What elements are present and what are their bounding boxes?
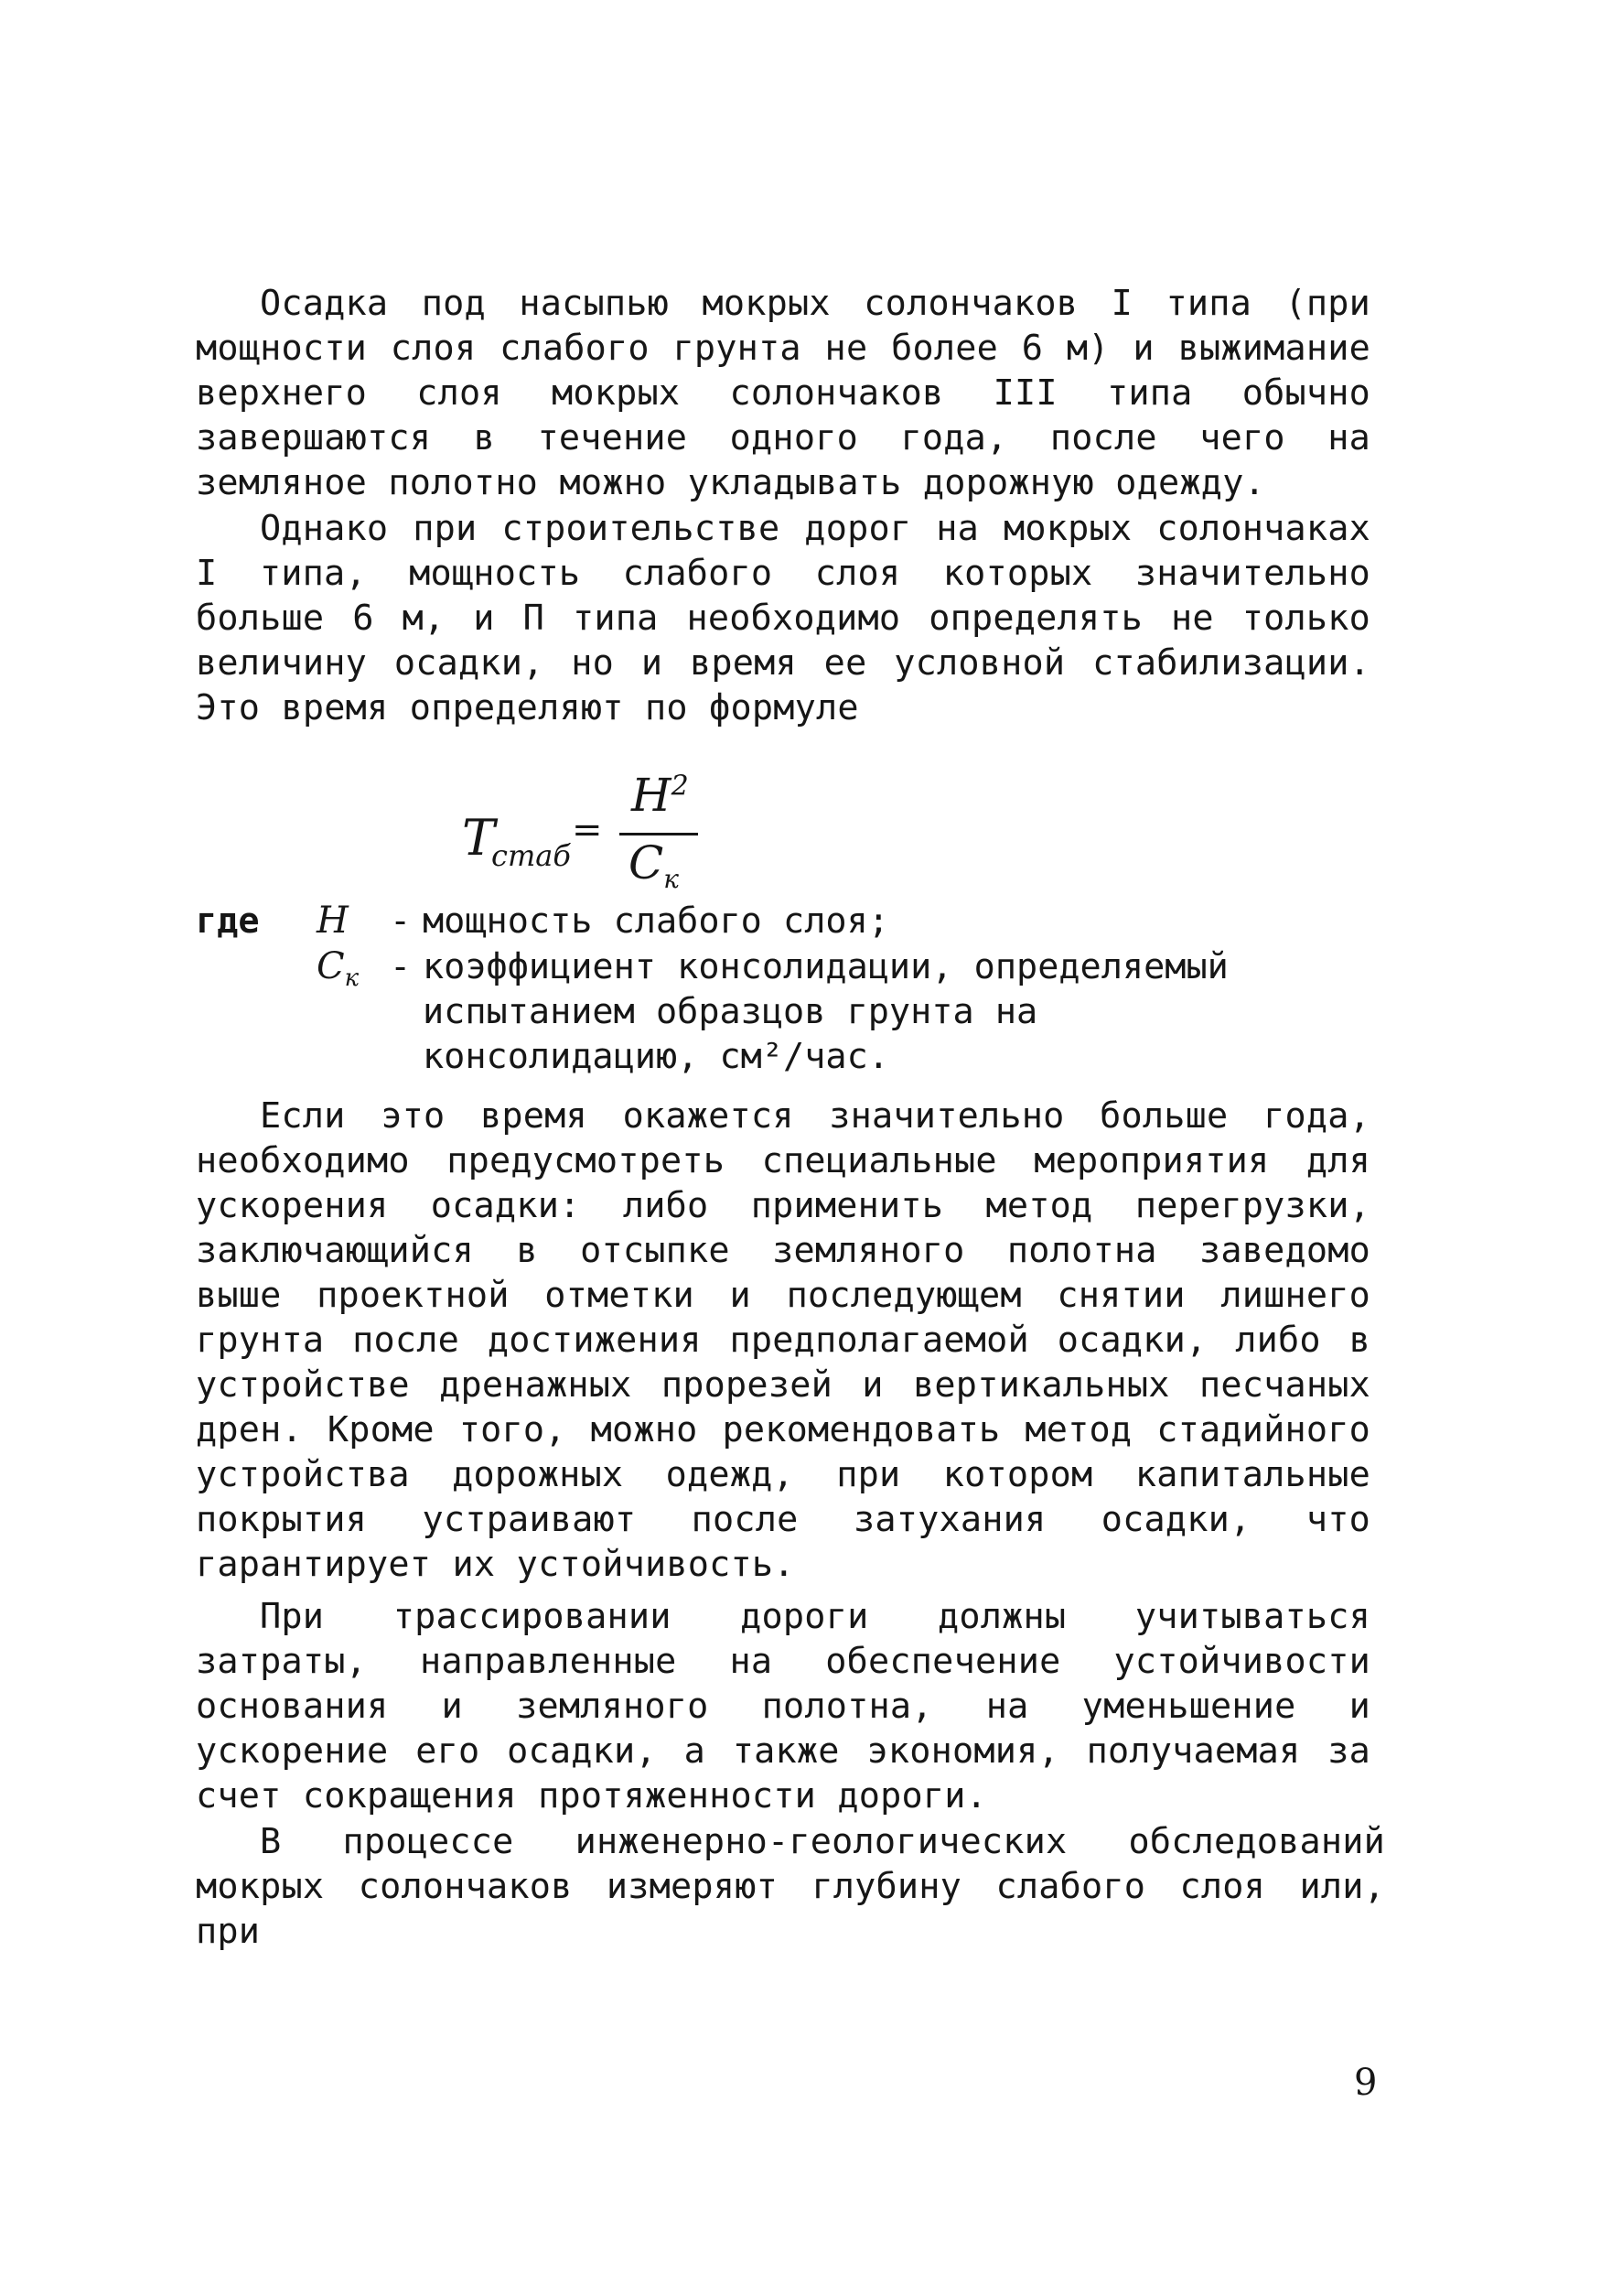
formula-exponent: 2 [671,770,689,803]
formula-numerator: $H^2$ [631,769,689,822]
formula-fraction-bar [619,833,698,835]
paragraph-surveys: В процессе инженерно-геологических обследований мокрых солончаков измеряют глубину слабого слоя или, при [196,1821,1385,1952]
legend-text: мощность слабого слоя; [423,900,889,942]
legend-item-ck [317,944,1231,1077]
legend-dash: - [390,900,412,942]
formula-denominator: $C_к$ [628,836,679,894]
stabilization-time-formula [453,769,727,902]
legend-symbol: $C_к$ [317,945,360,992]
legend-symbol: H [317,900,349,942]
legend-label: где [196,900,260,942]
legend-text: коэффициент консолидации, определяемый испытанием образцов грунта на консолидацию, см²/час. [423,946,1229,1077]
paragraph-tracing: При трассировании дороги должны учитываться затраты, направленные на обеспечение устойчивости основания и земляного полотна, на уменьшение и ускорение его осадки, а также экономия, получаемая за счет сокращения протяженности дороги. [196,1596,1370,1816]
formula-lhs-subscript: стаб [491,838,571,873]
page-number: 9 [1354,2062,1378,2104]
paragraph-acceleration: Если это время окажется значительно больше года, необходимо предусмотреть специальные мероприятия для ускорения осадки: либо применить метод перегрузки, заключающийся в отсыпке земляного полотна заведомо выше проектной отметки и последующем снятии лишнего грунта после достижения предполагаемой осадки, либо в устройстве дренажных прорезей и вертикальных песчаных дрен. Кроме того, можно рекомендовать метод стадийного устройства дорожных одежд, при котором капитальные покрытия устраивают после затухания осадки, что гарантирует их устойчивость. [196,1095,1370,1585]
paragraph-stabilization: Однако при строительстве дорог на мокрых солончаках I типа, мощность слабого слоя которых значительно больше 6 м, и П типа необходимо определять не только величину осадки, но и время ее условной стабилизации. Это время определяют по формуле [196,508,1370,728]
formula-equals: = [572,809,603,851]
legend-dash: - [390,946,412,987]
paragraph-settlement: Осадка под насыпью мокрых солончаков I типа (при мощности слоя слабого грунта не более 6 м) и выжимание верхнего слоя мокрых солончаков III типа обычно завершаются в течение одного года, после чего на земляное полотно можно укладывать дорожную одежду. [196,283,1370,503]
legend-item-h [317,899,889,943]
formula-lhs: $T_{стаб}$ [462,809,571,873]
formula-denominator-subscript: к [663,864,679,894]
